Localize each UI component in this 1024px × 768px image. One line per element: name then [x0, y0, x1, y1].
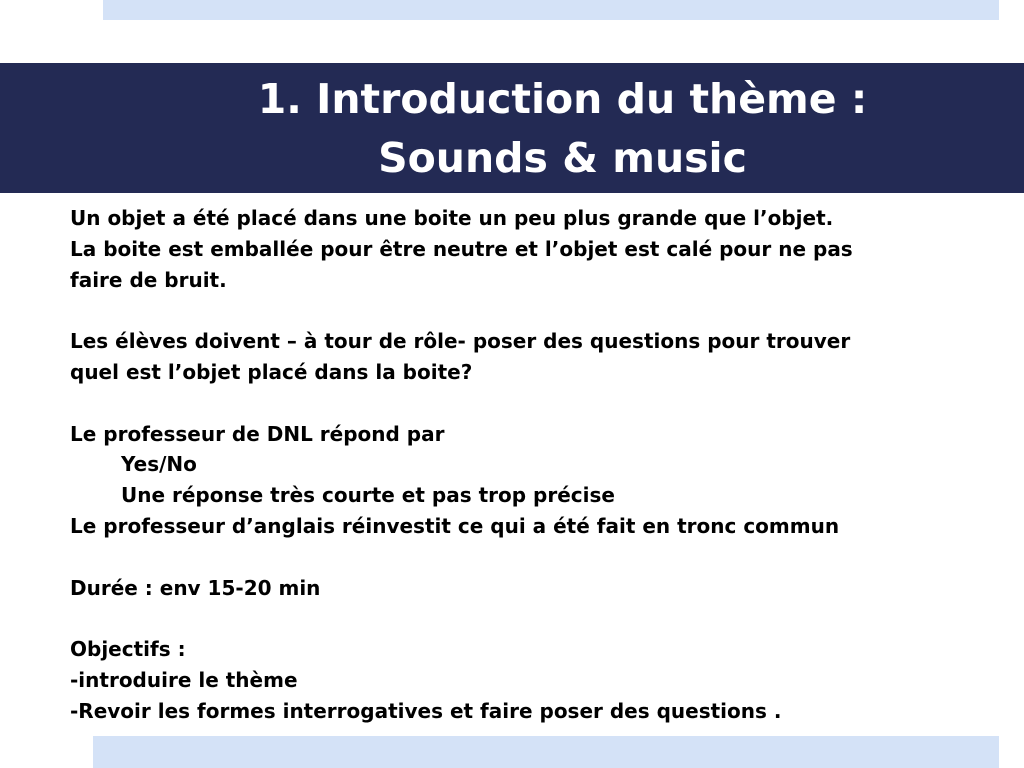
body-line: Le professeur de DNL répond par [70, 421, 445, 446]
slide-title-line-1: 1. Introduction du thème : [257, 75, 868, 123]
objective-item: -Revoir les formes interrogatives et faire poser des questions . [70, 698, 782, 723]
body-line: faire de bruit. [70, 267, 227, 292]
duration-text: Durée : env 15-20 min [70, 575, 321, 600]
blank-line [70, 542, 970, 573]
blank-line [70, 603, 970, 634]
top-decor-stripe [103, 0, 999, 20]
slide-title-line-2: Sounds & music [378, 134, 747, 182]
slide-title [180, 70, 945, 188]
blank-line [70, 295, 970, 326]
slide-body [70, 203, 970, 727]
body-line: Le professeur d’anglais réinvestit ce qui a été fait en tronc commun [70, 513, 840, 538]
answer-option-short: Une réponse très courte et pas trop précise [121, 483, 615, 508]
body-line: quel est l’objet placé dans la boite? [70, 359, 473, 384]
blank-line [70, 388, 970, 419]
objective-item: -introduire le thème [70, 667, 298, 692]
body-line: La boite est emballée pour être neutre et l’objet est calé pour ne pas [70, 236, 853, 261]
bottom-decor-stripe [93, 736, 999, 768]
answer-option-yes-no: Yes/No [121, 452, 197, 477]
objectives-heading: Objectifs : [70, 637, 186, 662]
body-line: Les élèves doivent – à tour de rôle- poser des questions pour trouver [70, 329, 851, 354]
body-line: Un objet a été placé dans une boite un peu plus grande que l’objet. [70, 206, 834, 230]
